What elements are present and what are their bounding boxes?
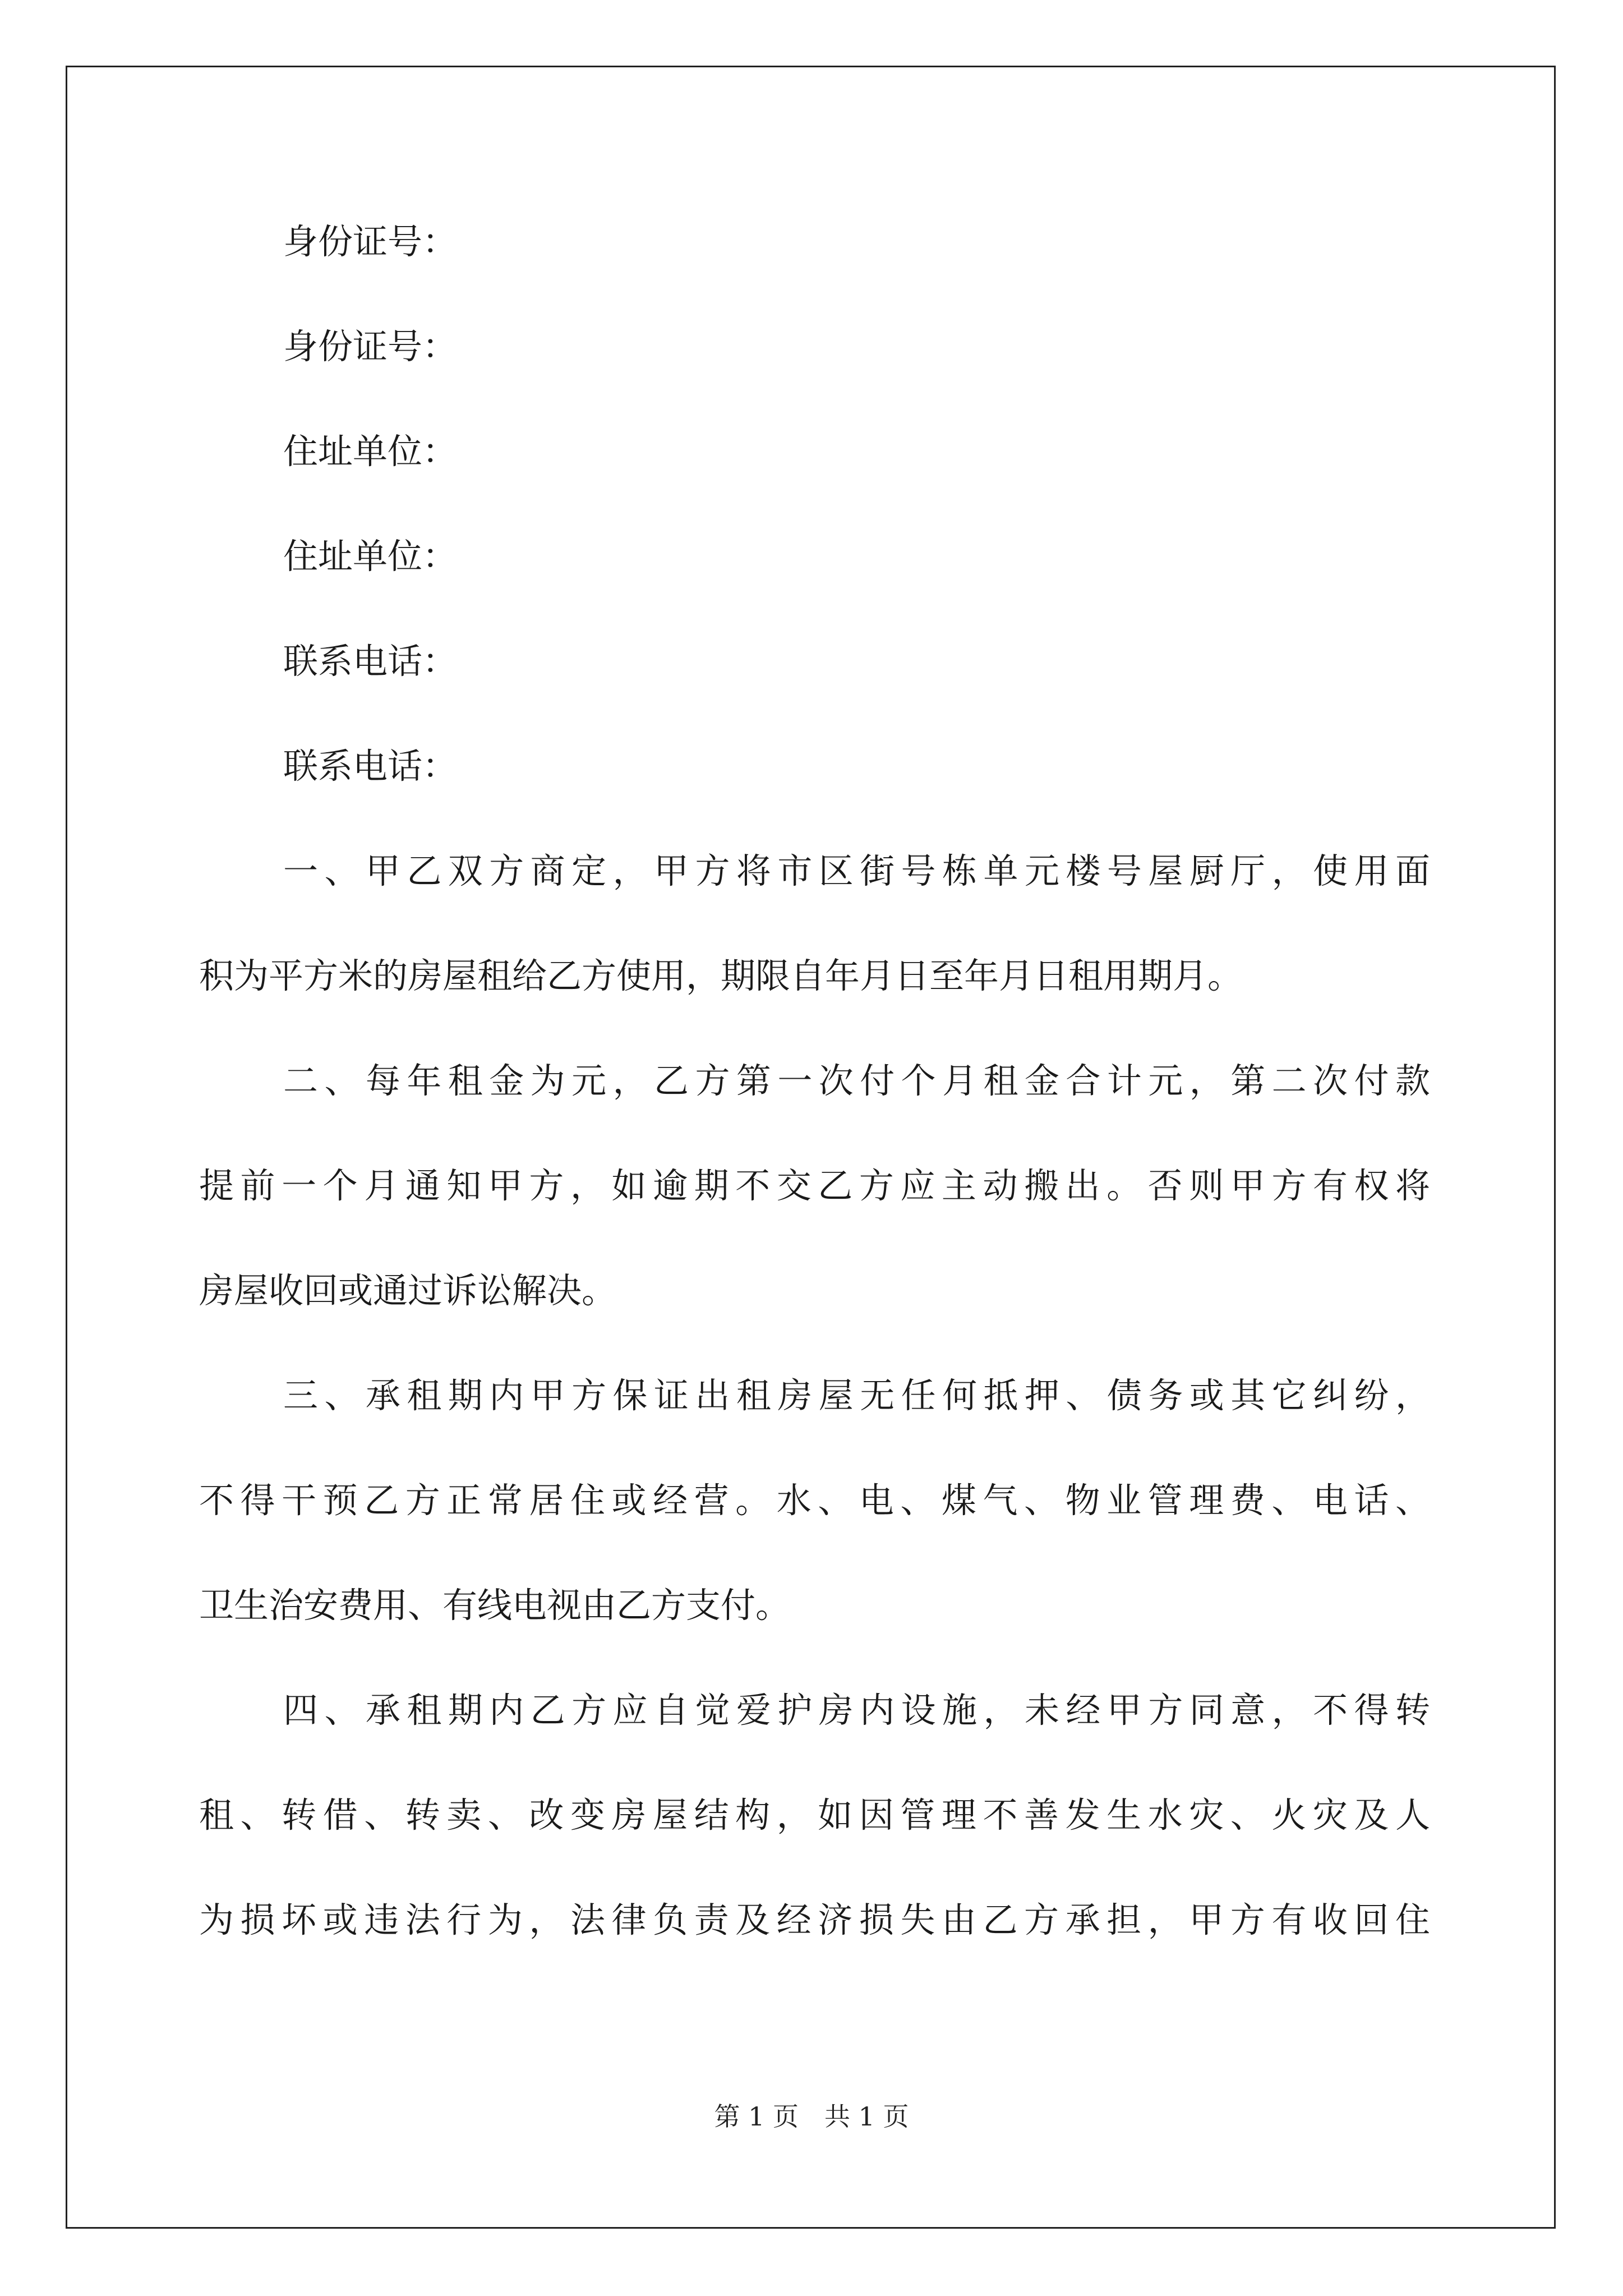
- phone-field-1: 联系电话：: [283, 641, 458, 682]
- clause-4-line-3: 为损坏或违法行为，法律负责及经济损失由乙方承担，甲方有收回住: [199, 1899, 1430, 1940]
- clause-2-line-2: 提前一个月通知甲方，如逾期不交乙方应主动搬出。否则甲方有权将: [199, 1165, 1430, 1206]
- address-field-2: 住址单位：: [283, 536, 458, 577]
- page-footer: 第 1 页 共 1 页: [714, 2101, 909, 2132]
- clause-4-line-1: 四、承租期内乙方应自觉爱护房内设施，未经甲方同意，不得转: [283, 1690, 1430, 1731]
- id-number-field-2: 身份证号：: [283, 326, 458, 367]
- clause-1-line-2: 积为平方米的房屋租给乙方使用，期限自年月日至年月日租用期月。: [199, 955, 1243, 996]
- clause-2-line-3: 房屋收回或通过诉讼解决。: [199, 1270, 617, 1311]
- address-field-1: 住址单位：: [283, 431, 458, 472]
- clause-3-line-1: 三、承租期内甲方保证出租房屋无任何抵押、债务或其它纠纷，: [283, 1375, 1430, 1416]
- id-number-field-1: 身份证号：: [283, 221, 458, 262]
- clause-4-line-2: 租、转借、转卖、改变房屋结构，如因管理不善发生水灾、火灾及人: [199, 1795, 1430, 1835]
- clause-3-line-2: 不得干预乙方正常居住或经营。水、电、煤气、物业管理费、电话、: [199, 1480, 1430, 1521]
- clause-2-line-1: 二、每年租金为元，乙方第一次付个月租金合计元，第二次付款: [283, 1060, 1430, 1101]
- phone-field-2: 联系电话：: [283, 746, 458, 786]
- clause-3-line-3: 卫生治安费用、有线电视由乙方支付。: [199, 1585, 791, 1626]
- clause-1-line-1: 一、甲乙双方商定，甲方将市区街号栋单元楼号屋厨厅，使用面: [283, 850, 1430, 891]
